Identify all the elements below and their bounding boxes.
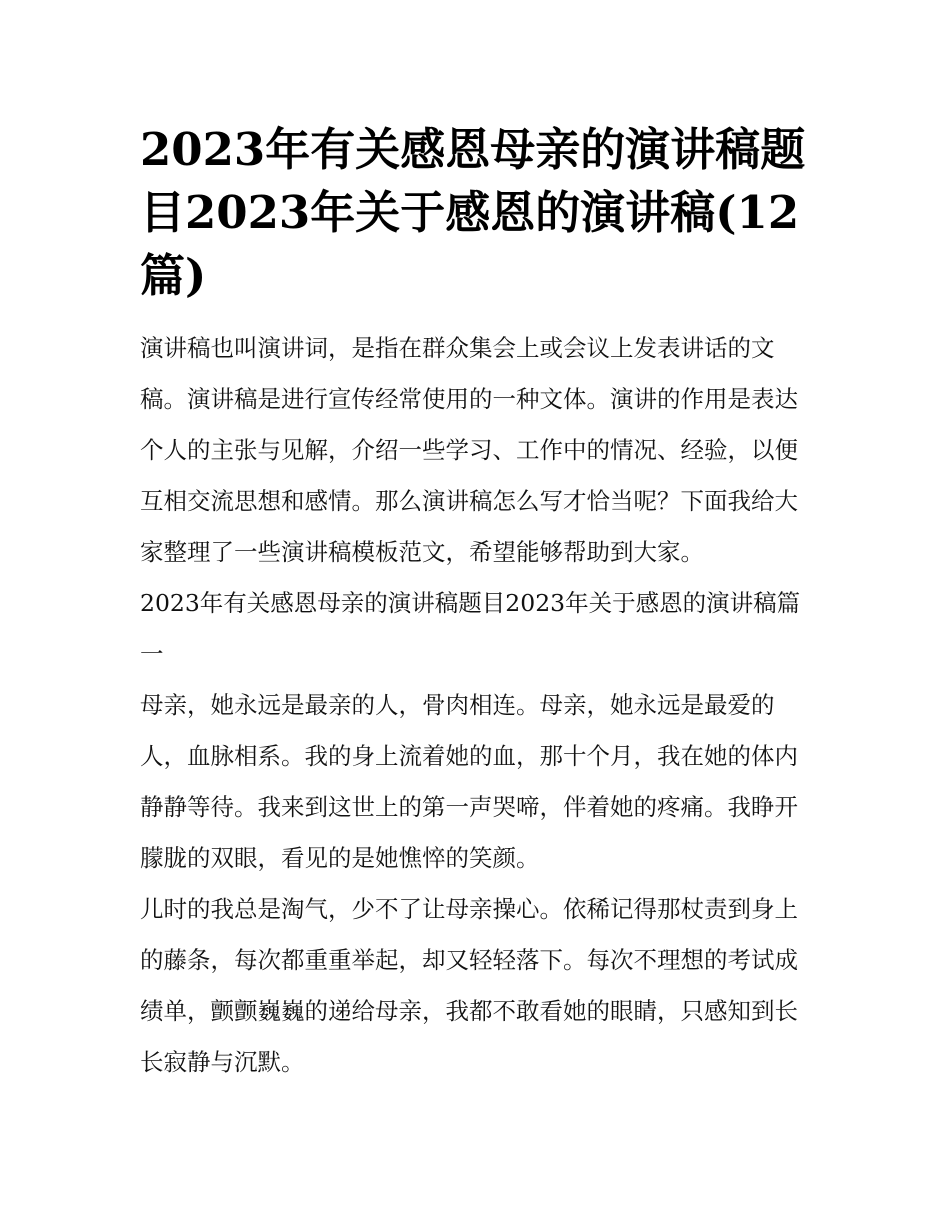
section-heading: 2023年有关感恩母亲的演讲稿题目2023年关于感恩的演讲稿篇一 [140,589,801,668]
document-content [140,118,812,1088]
document-body [140,323,812,1088]
paragraph-mother-2: 儿时的我总是淘气，少不了让母亲操心。依稀记得那杖责到身上的藤条，每次都重重举起，却又轻轻落下。每次不理想的考试成绩单，颤颤巍巍的递给母亲，我都不敢看她的眼睛，只感知到长长寂静与沉默。 [140,895,798,1076]
paragraph-intro: 演讲稿也叫演讲词，是指在群众集会上或会议上发表讲话的文稿。演讲稿是进行宣传经常使用的一种文体。演讲的作用是表达个人的主张与见解，介绍一些学习、工作中的情况、经验，以便互相交流思想和感情。那么演讲稿怎么写才恰当呢？下面我给大家整理了一些演讲稿模板范文，希望能够帮助到大家。 [140,334,798,566]
document-title: 2023年有关感恩母亲的演讲稿题目2023年关于感恩的演讲稿(12篇) [140,123,806,302]
paragraph-mother-1: 母亲，她永远是最亲的人，骨肉相连。母亲，她永远是最爱的人，血脉相系。我的身上流着她的血，那十个月，我在她的体内静静等待。我来到这世上的第一声哭啼，伴着她的疼痛。我睁开朦胧的双眼，看见的是她憔悴的笑颜。 [140,691,798,872]
